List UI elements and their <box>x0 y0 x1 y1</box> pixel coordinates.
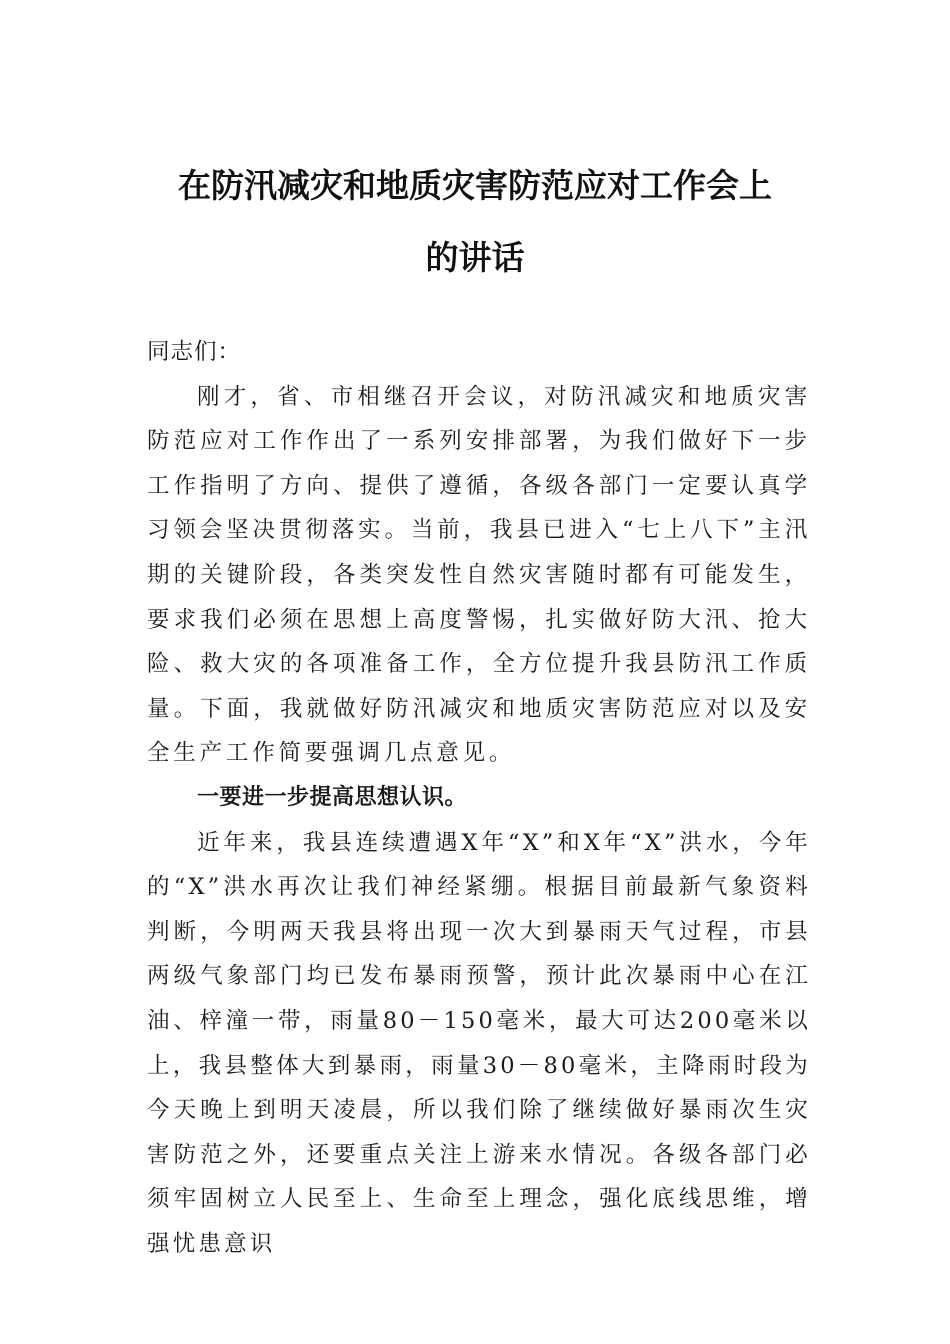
document-title <box>140 150 810 294</box>
title-line-2: 的讲话 <box>425 238 525 277</box>
paragraph-intro: 刚才，省、市相继召开会议，对防汛减灾和地质灾害防范应对工作作出了一系列安排部署，为我们做好下一步工作指明了方向、提供了遵循，各级各部门一定要认真学习领会坚决贯彻落实。当前，我县已进入“七上八下”主汛期的关键阶段，各类突发性自然灾害随时都有可能发生，要求我们必须在思想上高度警惕，扎实做好防大汛、抢大险、救大灾的各项准备工作，全方位提升我县防汛工作质量。下面，我就做好防汛减灾和地质灾害防范应对以及安全生产工作简要强调几点意见。 <box>147 383 811 767</box>
title-line-1: 在防汛减灾和地质灾害防范应对工作会上 <box>178 166 772 205</box>
document-body <box>147 330 811 1266</box>
salutation: 同志们： <box>147 339 242 365</box>
paragraph-section-one: 近年来，我县连续遭遇X年“X”和X年“X”洪水，今年的“X”洪水再次让我们神经紧绷。根据目前最新气象资料判断，今明两天我县将出现一次大到暴雨天气过程，市县两级气象部门均已发布暴雨预警，预计此次暴雨中心在江油、梓潼一带，雨量80－150毫米，最大可达200毫米以上，我县整体大到暴雨，雨量30－80毫米，主降雨时段为今天晚上到明天凌晨，所以我们除了继续做好暴雨次生灾害防范之外，还要重点关注上游来水情况。各级各部门必须牢固树立人民至上、生命至上理念，强化底线思维，增强忧患意识 <box>147 829 811 1257</box>
section-heading: 一要进一步提高思想认识。 <box>197 784 468 810</box>
